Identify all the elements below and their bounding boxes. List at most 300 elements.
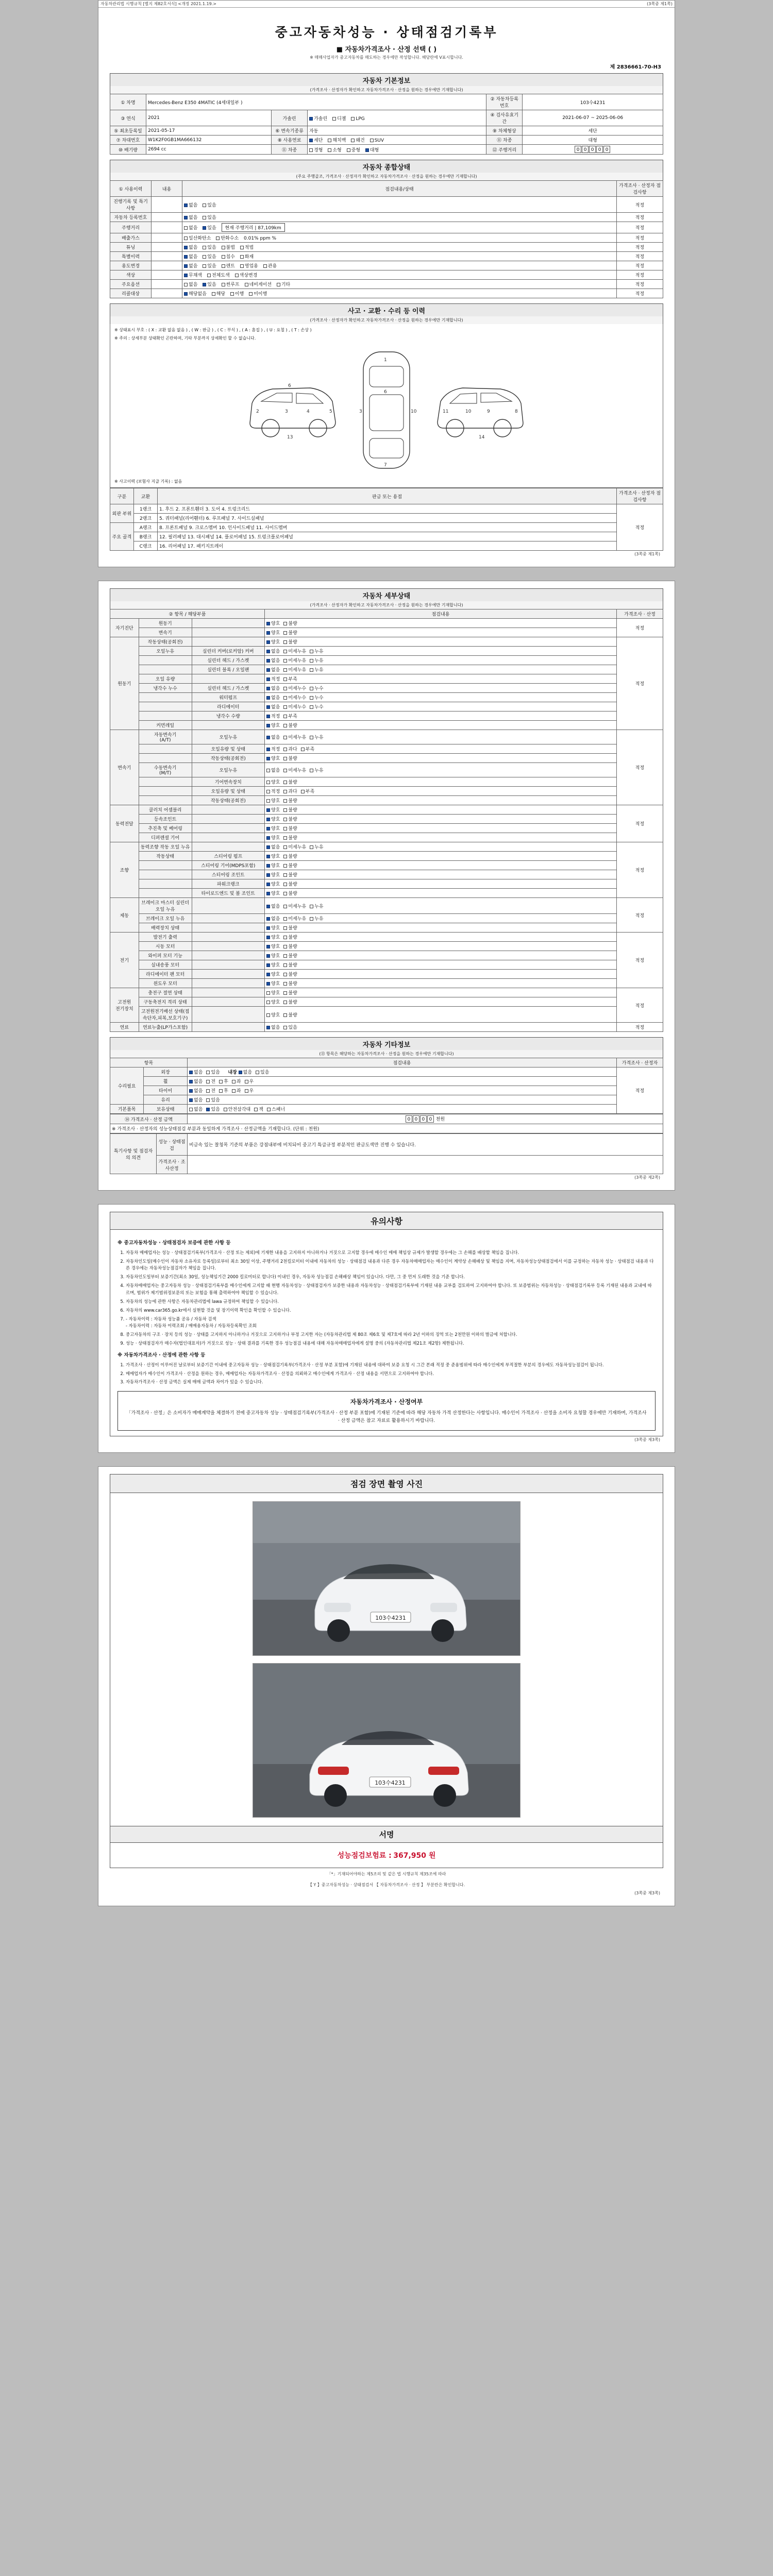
check-option[interactable]: 불량	[283, 825, 297, 832]
check-option[interactable]: 없음	[266, 685, 280, 691]
detail-options[interactable]	[265, 744, 617, 754]
detail-options[interactable]	[265, 824, 617, 833]
table-row	[110, 261, 663, 270]
check-option[interactable]: 양호	[266, 890, 280, 896]
checkbox-icon[interactable]	[266, 973, 270, 976]
check-option[interactable]: 불량	[283, 934, 297, 940]
check-option[interactable]: 미세누수	[283, 685, 306, 691]
checkbox-icon[interactable]	[283, 1013, 287, 1017]
check-option[interactable]: 양호	[266, 638, 280, 645]
checkbox-icon[interactable]	[283, 677, 287, 681]
checkbox-icon[interactable]	[266, 1001, 270, 1004]
check-option[interactable]: 양호	[266, 629, 280, 636]
checkbox-icon[interactable]	[266, 892, 270, 895]
checkbox-icon[interactable]	[283, 917, 287, 921]
checkbox-icon[interactable]	[283, 799, 287, 803]
cartype-options[interactable]: 경형 소형 중형 대형	[308, 145, 486, 155]
detail-options[interactable]	[265, 898, 617, 914]
check-option[interactable]: 누유	[310, 734, 323, 740]
checkbox-icon[interactable]	[266, 736, 270, 739]
check-option[interactable]: 불량	[283, 1011, 297, 1018]
check-option[interactable]: 누유	[310, 767, 323, 773]
check-option[interactable]: 부족	[301, 788, 314, 794]
checkbox-icon[interactable]	[283, 973, 287, 976]
checkbox-icon[interactable]	[266, 668, 270, 672]
check-option[interactable]: 미세누유	[283, 657, 306, 664]
checkbox-icon[interactable]	[232, 1089, 236, 1093]
checkbox-icon[interactable]	[206, 1071, 210, 1074]
check-option[interactable]: 불량	[283, 989, 297, 996]
check-option[interactable]: 없음	[266, 657, 280, 664]
checkbox-icon[interactable]	[266, 945, 270, 948]
detail-options[interactable]	[265, 702, 617, 711]
check-option[interactable]: 양호	[266, 952, 280, 959]
checkbox-icon[interactable]	[310, 769, 313, 772]
detail-options[interactable]	[265, 647, 617, 656]
check-option[interactable]: 있음	[283, 1024, 297, 1030]
check-option[interactable]: 없음	[266, 734, 280, 740]
checkbox-icon[interactable]	[283, 781, 287, 784]
checkbox-icon[interactable]	[266, 808, 270, 812]
detail-options[interactable]	[265, 637, 617, 647]
detail-options[interactable]	[265, 942, 617, 951]
check-option[interactable]: 양호	[266, 924, 280, 931]
detail-options[interactable]	[265, 833, 617, 842]
checkbox-icon[interactable]	[283, 724, 287, 727]
check-option[interactable]: 없음	[189, 1096, 203, 1103]
check-option[interactable]: 적정	[266, 675, 280, 682]
detail-options[interactable]	[265, 619, 617, 628]
check-option[interactable]: 부족	[301, 745, 314, 752]
checkbox-icon[interactable]	[283, 640, 287, 644]
checkbox-icon[interactable]	[232, 1080, 236, 1083]
checkbox-icon[interactable]	[283, 945, 287, 948]
checkbox-icon[interactable]	[301, 790, 305, 793]
checkbox-icon[interactable]	[189, 1080, 193, 1083]
overall-row-options[interactable]: 없음 있음 썬루프 네비게이션 기타	[182, 280, 617, 289]
checkbox-icon[interactable]	[283, 991, 287, 995]
overall-row-options[interactable]: 무채색 전체도색 색상변경	[182, 270, 617, 280]
check-option[interactable]: 불량	[283, 816, 297, 822]
checkbox-icon[interactable]	[266, 917, 270, 921]
check-option[interactable]: 적정	[266, 745, 280, 752]
checkbox-icon[interactable]	[266, 687, 270, 690]
checkbox-icon[interactable]	[283, 926, 287, 930]
fuel-label: 가솔린	[272, 110, 308, 126]
check-option[interactable]: 불량	[283, 971, 297, 977]
checkbox-icon[interactable]	[283, 818, 287, 821]
check-option[interactable]: 양호	[266, 1011, 280, 1018]
check-option[interactable]: 좌	[232, 1078, 241, 1084]
check-option[interactable]: 없음	[189, 1078, 203, 1084]
checkbox-icon[interactable]	[310, 845, 313, 849]
detail-options[interactable]	[265, 979, 617, 988]
checkbox-icon[interactable]	[283, 883, 287, 886]
overall-row-options[interactable]: 없음 있음 침수 화재	[182, 252, 617, 261]
check-option[interactable]: 불량	[283, 638, 297, 645]
detail-options[interactable]	[265, 842, 617, 852]
check-option[interactable]: 미세누유	[283, 648, 306, 654]
check-option[interactable]: 우	[245, 1078, 254, 1084]
check-option[interactable]: 불량	[283, 722, 297, 728]
checkbox-icon[interactable]	[266, 818, 270, 821]
check-option[interactable]: 누유	[310, 843, 323, 850]
detail-options[interactable]	[265, 721, 617, 730]
checkbox-icon[interactable]	[266, 631, 270, 635]
checkbox-icon[interactable]	[266, 790, 270, 793]
detail-options[interactable]	[265, 889, 617, 898]
checkbox-icon[interactable]	[283, 873, 287, 877]
checkbox-icon[interactable]	[266, 963, 270, 967]
detail-options[interactable]	[265, 730, 617, 744]
checkbox-icon[interactable]	[266, 677, 270, 681]
check-option[interactable]: 적정	[266, 788, 280, 794]
check-option[interactable]: 양호	[266, 825, 280, 832]
checkbox-icon[interactable]	[266, 769, 270, 772]
detail-options[interactable]	[265, 914, 617, 923]
table-row	[110, 942, 663, 951]
checkbox-icon[interactable]	[283, 982, 287, 986]
check-option[interactable]: 있음	[206, 1106, 220, 1112]
check-option[interactable]: 양호	[266, 806, 280, 813]
checkbox-icon[interactable]	[189, 1108, 193, 1111]
check-option[interactable]: 불량	[283, 943, 297, 950]
checkbox-icon[interactable]	[283, 668, 287, 672]
checkbox-icon[interactable]	[189, 1089, 193, 1093]
checkbox-icon[interactable]	[266, 799, 270, 803]
check-option[interactable]: 누유	[310, 657, 323, 664]
checkbox-icon[interactable]	[266, 936, 270, 939]
checkbox-icon[interactable]	[206, 1098, 210, 1102]
others-options[interactable]	[188, 1095, 617, 1105]
checkbox-icon[interactable]	[266, 926, 270, 930]
checkbox-icon[interactable]	[310, 668, 313, 672]
check-option[interactable]: 없음	[239, 1069, 252, 1075]
check-option[interactable]: 미세누수	[283, 703, 306, 710]
check-option[interactable]: 불량	[283, 755, 297, 761]
check-option[interactable]: 불량	[283, 620, 297, 626]
check-option[interactable]: 없음	[189, 1087, 203, 1094]
check-option[interactable]: 누유	[310, 903, 323, 909]
check-option[interactable]: 양호	[266, 862, 280, 869]
check-option[interactable]: 불량	[283, 797, 297, 804]
others-options[interactable]	[188, 1077, 617, 1086]
checkbox-icon[interactable]	[283, 705, 287, 709]
check-option[interactable]: 부족	[283, 713, 297, 719]
check-option[interactable]: 불량	[283, 880, 297, 887]
check-option[interactable]: 후	[219, 1078, 228, 1084]
checkbox-icon[interactable]	[266, 864, 270, 868]
check-option[interactable]: 후	[219, 1087, 228, 1094]
checkbox-icon[interactable]	[283, 687, 287, 690]
detail-options[interactable]	[265, 879, 617, 889]
checkbox-icon[interactable]	[266, 873, 270, 877]
others-options[interactable]	[188, 1086, 617, 1095]
check-option[interactable]: 누유	[310, 666, 323, 673]
checkbox-icon[interactable]	[283, 936, 287, 939]
detail-options[interactable]	[265, 951, 617, 960]
check-option[interactable]: 양호	[266, 998, 280, 1005]
checkbox-icon[interactable]	[266, 845, 270, 849]
checkbox-icon[interactable]	[266, 696, 270, 700]
checkbox-icon[interactable]	[266, 1026, 270, 1029]
detail-options[interactable]	[265, 763, 617, 777]
checkbox-icon[interactable]	[206, 1080, 210, 1083]
checkbox-icon[interactable]	[283, 836, 287, 840]
check-option[interactable]: 불량	[283, 980, 297, 987]
check-option[interactable]: 없음	[189, 1106, 203, 1112]
checkbox-icon[interactable]	[283, 659, 287, 663]
mileage-check[interactable]: 없음 있음 현재 주행거리 | 87,109km	[182, 222, 617, 233]
check-option[interactable]: 양호	[266, 620, 280, 626]
check-option[interactable]: 불량	[283, 806, 297, 813]
checkbox-icon[interactable]	[266, 659, 270, 663]
checkbox-icon[interactable]	[283, 1026, 287, 1029]
detail-options[interactable]	[265, 933, 617, 942]
detail-options[interactable]	[265, 970, 617, 979]
check-option[interactable]: 누유	[310, 648, 323, 654]
checkbox-icon[interactable]	[266, 1013, 270, 1017]
checkbox-icon[interactable]	[283, 808, 287, 812]
checkbox-icon[interactable]	[266, 748, 270, 751]
checkbox-icon[interactable]	[310, 687, 313, 690]
detail-options[interactable]	[265, 656, 617, 665]
check-option[interactable]: 미세누유	[283, 843, 306, 850]
check-option[interactable]: 과다	[283, 745, 297, 752]
detail-options[interactable]	[265, 1007, 617, 1023]
check-option[interactable]: 안전삼각대	[224, 1106, 250, 1112]
check-option[interactable]: 전	[206, 1087, 215, 1094]
checkbox-icon[interactable]	[301, 748, 305, 751]
check-option[interactable]: 좌	[232, 1087, 241, 1094]
check-option[interactable]: 불량	[283, 961, 297, 968]
checkbox-icon[interactable]	[283, 892, 287, 895]
check-option[interactable]: 없음	[266, 666, 280, 673]
checkbox-icon[interactable]	[266, 705, 270, 709]
check-option[interactable]: 양호	[266, 755, 280, 761]
check-option[interactable]: 적정	[266, 713, 280, 719]
check-option[interactable]: 양호	[266, 797, 280, 804]
check-option[interactable]: 없음	[266, 703, 280, 710]
check-option[interactable]: 없음	[266, 903, 280, 909]
overall-row-options[interactable]: 해당없음 해당 이행 미이행	[182, 289, 617, 298]
detail-options[interactable]	[265, 923, 617, 933]
detail-options[interactable]	[265, 711, 617, 721]
checkbox-icon[interactable]	[219, 1089, 223, 1093]
checkbox-icon[interactable]	[224, 1108, 227, 1111]
check-option[interactable]: 스패너	[267, 1106, 285, 1112]
detail-options[interactable]	[265, 805, 617, 815]
checkbox-icon[interactable]	[283, 1001, 287, 1004]
fuel-options[interactable]: 가솔린 디젤 LPG	[308, 110, 486, 126]
detail-options[interactable]	[265, 684, 617, 693]
check-option[interactable]: 양호	[266, 934, 280, 940]
checkbox-icon[interactable]	[283, 827, 287, 831]
detail-options[interactable]	[265, 852, 617, 861]
check-option[interactable]: 양호	[266, 943, 280, 950]
checkbox-icon[interactable]	[310, 650, 313, 653]
check-option[interactable]: 양호	[266, 778, 280, 785]
check-option[interactable]: 있음	[256, 1069, 269, 1075]
check-option[interactable]: 미세누유	[283, 767, 306, 773]
others-options[interactable]: 없음 있음 내장 없음 있음	[188, 1067, 617, 1077]
detail-options[interactable]	[265, 674, 617, 684]
checkbox-icon[interactable]	[266, 905, 270, 908]
check-option[interactable]: 없음	[266, 694, 280, 701]
check-option[interactable]: 양호	[266, 880, 280, 887]
checkbox-icon[interactable]	[310, 917, 313, 921]
checkbox-icon[interactable]	[310, 736, 313, 739]
detail-options[interactable]	[265, 988, 617, 997]
checkbox-icon[interactable]	[266, 781, 270, 784]
check-option[interactable]: 있음	[206, 1096, 220, 1103]
check-option[interactable]: 양호	[266, 853, 280, 859]
check-option[interactable]: 불량	[283, 890, 297, 896]
checkbox-icon[interactable]	[283, 650, 287, 653]
checkbox-icon[interactable]	[283, 769, 287, 772]
checkbox-icon[interactable]	[283, 855, 287, 858]
checkbox-icon[interactable]	[239, 1071, 242, 1074]
checkbox-icon[interactable]	[266, 836, 270, 840]
checkbox-icon[interactable]	[254, 1108, 258, 1111]
checkbox-icon[interactable]	[283, 631, 287, 635]
overall-row-options[interactable]: 없음 있음	[182, 197, 617, 213]
checkbox-icon[interactable]	[310, 905, 313, 908]
checkbox-icon[interactable]	[256, 1071, 259, 1074]
detail-options[interactable]	[265, 997, 617, 1007]
detail-options[interactable]	[265, 787, 617, 796]
check-option[interactable]: 과다	[283, 788, 297, 794]
checkbox-icon[interactable]	[266, 982, 270, 986]
checkbox-icon[interactable]	[310, 705, 313, 709]
check-option[interactable]: 미세누유	[283, 666, 306, 673]
overall-row-options[interactable]: 없음 있음	[182, 213, 617, 222]
checkbox-icon[interactable]	[266, 650, 270, 653]
checkbox-icon[interactable]	[283, 736, 287, 739]
page-subtitle: ■ 자동차가격조사 · 산정 선택 ( )	[336, 46, 437, 54]
check-option[interactable]: 양호	[266, 980, 280, 987]
check-option[interactable]: 누수	[310, 703, 323, 710]
checkbox-icon[interactable]	[283, 715, 287, 718]
check-option[interactable]: 불량	[283, 853, 297, 859]
check-option[interactable]: 미세누유	[283, 915, 306, 922]
check-option[interactable]: 없음	[189, 1069, 203, 1075]
detail-options[interactable]	[265, 861, 617, 870]
check-option[interactable]: 미세누수	[283, 694, 306, 701]
check-option[interactable]: 미세누유	[283, 903, 306, 909]
check-option[interactable]: 불량	[283, 924, 297, 931]
detail-options[interactable]	[265, 777, 617, 787]
emission-values[interactable]: 일산화탄소 탄화수소 0.01% ppm %	[182, 233, 617, 243]
check-option[interactable]: 잭	[254, 1106, 263, 1112]
check-option[interactable]: 양호	[266, 816, 280, 822]
checkbox-icon[interactable]	[266, 954, 270, 958]
check-option[interactable]: 양호	[266, 722, 280, 728]
checkbox-icon[interactable]	[245, 1089, 248, 1093]
checkbox-icon[interactable]	[245, 1080, 248, 1083]
check-option[interactable]: 누유	[310, 915, 323, 922]
checkbox-icon[interactable]	[266, 640, 270, 644]
checkbox-icon[interactable]	[310, 659, 313, 663]
checkbox-icon[interactable]	[283, 757, 287, 760]
checkbox-icon[interactable]	[283, 696, 287, 700]
check-option[interactable]: 불량	[283, 952, 297, 959]
check-option[interactable]: 불량	[283, 862, 297, 869]
check-option[interactable]: 없음	[266, 1024, 280, 1030]
check-option[interactable]: 없음	[266, 767, 280, 773]
checkbox-icon[interactable]	[206, 1108, 210, 1111]
check-option[interactable]: 부족	[283, 675, 297, 682]
check-option[interactable]: 없음	[266, 648, 280, 654]
detail-options[interactable]	[265, 815, 617, 824]
check-option[interactable]: 양호	[266, 971, 280, 977]
check-option[interactable]: 전	[206, 1078, 215, 1084]
checkbox-icon[interactable]	[266, 883, 270, 886]
check-option[interactable]: 불량	[283, 998, 297, 1005]
checkbox-icon[interactable]	[266, 715, 270, 718]
check-option[interactable]: 없음	[266, 915, 280, 922]
checkbox-icon[interactable]	[310, 696, 313, 700]
detail-options[interactable]	[265, 754, 617, 763]
check-option[interactable]: 불량	[283, 629, 297, 636]
checkbox-icon[interactable]	[266, 827, 270, 831]
detail-options[interactable]	[265, 960, 617, 970]
check-option[interactable]: 불량	[283, 871, 297, 878]
checkbox-icon[interactable]	[189, 1098, 193, 1102]
checkbox-icon[interactable]	[266, 724, 270, 727]
detail-options[interactable]	[265, 870, 617, 879]
overall-row-options[interactable]: 없음 있음 불법 적법	[182, 243, 617, 252]
detail-options[interactable]	[265, 1023, 617, 1032]
checkbox-icon[interactable]	[283, 963, 287, 967]
checkbox-icon[interactable]	[266, 855, 270, 858]
checkbox-icon[interactable]	[267, 1108, 271, 1111]
check-option[interactable]: 양호	[266, 871, 280, 878]
check-option[interactable]: 있음	[206, 1069, 220, 1075]
check-option[interactable]: 양호	[266, 961, 280, 968]
checkbox-icon[interactable]	[219, 1080, 223, 1083]
check-option[interactable]: 불량	[283, 834, 297, 841]
checkbox-icon[interactable]	[283, 954, 287, 958]
check-option[interactable]: 우	[245, 1087, 254, 1094]
check-option[interactable]: 양호	[266, 989, 280, 996]
checkbox-icon[interactable]	[283, 905, 287, 908]
check-option[interactable]: 미세누유	[283, 734, 306, 740]
checkbox-icon[interactable]	[283, 845, 287, 849]
others-options[interactable]	[188, 1105, 617, 1114]
detail-options[interactable]	[265, 796, 617, 805]
checkbox-icon[interactable]	[266, 991, 270, 995]
checkbox-icon[interactable]	[189, 1071, 193, 1074]
checkbox-icon[interactable]	[283, 748, 287, 751]
body-options[interactable]: 세단 해치백 왜건 SUV	[308, 135, 486, 145]
check-option[interactable]: 불량	[283, 778, 297, 785]
detail-options[interactable]	[265, 665, 617, 674]
detail-options[interactable]	[265, 693, 617, 702]
checkbox-icon[interactable]	[283, 622, 287, 625]
checkbox-icon[interactable]	[283, 864, 287, 868]
checkbox-icon[interactable]	[266, 622, 270, 625]
checkbox-icon[interactable]	[266, 757, 270, 760]
overall-row-options[interactable]: 없음 있음 렌트 영업용 관용	[182, 261, 617, 270]
checkbox-icon[interactable]	[283, 790, 287, 793]
check-option[interactable]: 누수	[310, 685, 323, 691]
check-option[interactable]: 누수	[310, 694, 323, 701]
check-option[interactable]: 없음	[266, 843, 280, 850]
check-option[interactable]: 양호	[266, 834, 280, 841]
checkbox-icon[interactable]	[206, 1089, 210, 1093]
detail-options[interactable]	[265, 628, 617, 637]
